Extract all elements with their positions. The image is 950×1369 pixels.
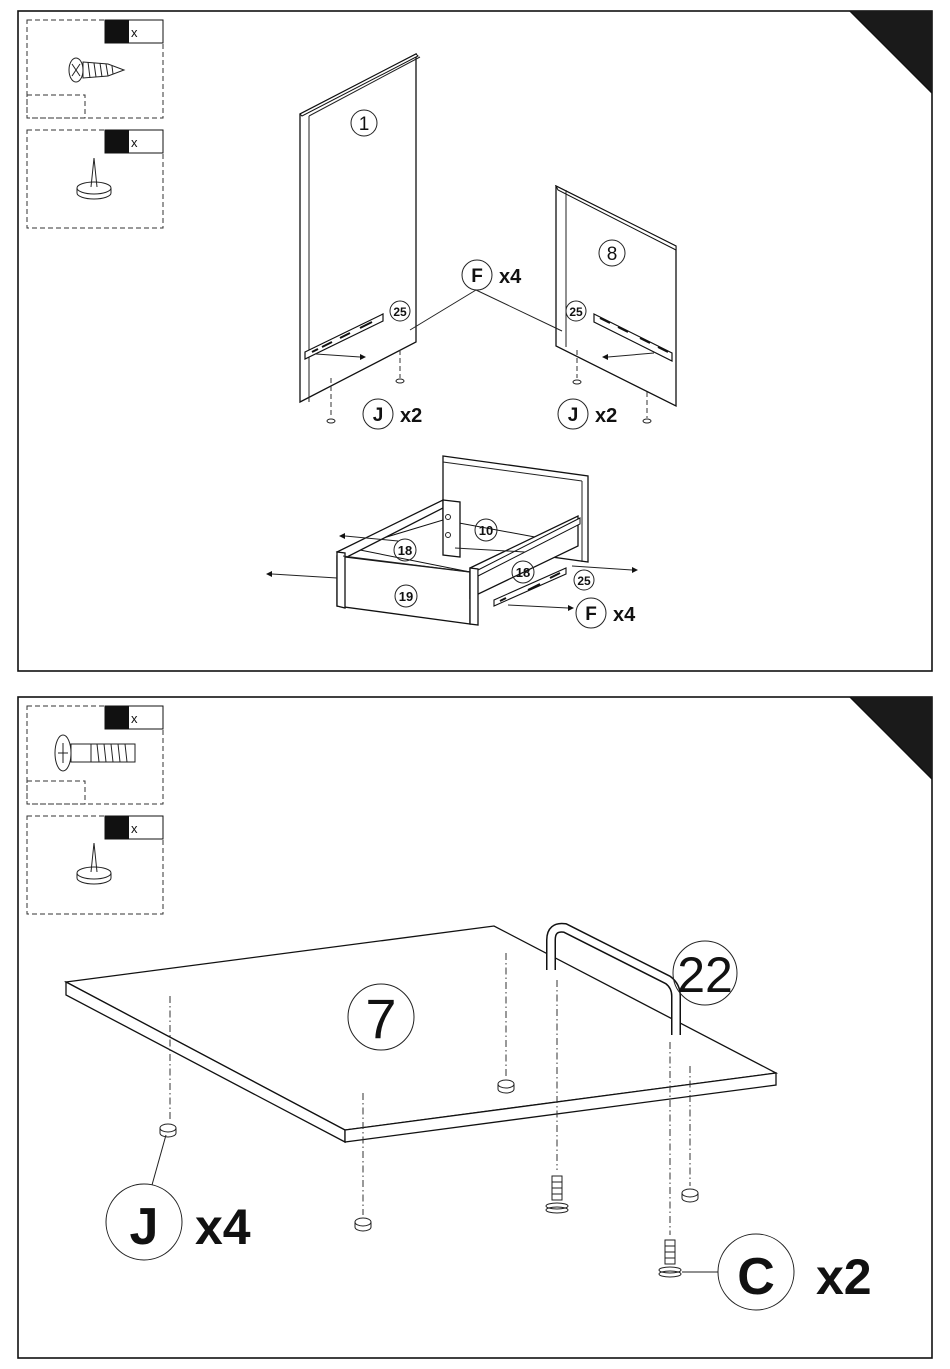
step1-parts-box-glide	[27, 130, 163, 228]
part-number-18: 18	[515, 565, 531, 580]
callout-letter: F	[585, 604, 597, 625]
parts-qty-label: x	[131, 711, 138, 726]
parts-qty-label: x	[131, 821, 138, 836]
nail-glide-icon	[77, 158, 111, 199]
callout-letter: C	[737, 1248, 775, 1306]
part-number-25: 25	[577, 574, 591, 588]
callout-qty: x4	[499, 266, 522, 288]
parts-qty-label: x	[131, 25, 138, 40]
callout-j-step2	[106, 1135, 251, 1260]
callout-qty: x2	[595, 405, 618, 427]
nail-glide-icon	[77, 843, 111, 884]
part-number-10: 10	[478, 523, 494, 538]
step2-parts-box-glide	[27, 816, 163, 914]
machine-screw-icon	[55, 735, 135, 771]
part-number-22: 22	[677, 947, 733, 1003]
part-number-8: 8	[606, 244, 618, 265]
drawer-assembly	[266, 456, 638, 625]
parts-qty-label: x	[131, 135, 138, 150]
callout-f-bottom	[576, 598, 636, 628]
part-number-25: 25	[569, 305, 583, 319]
callout-letter: J	[372, 405, 384, 426]
callout-j-right	[558, 399, 617, 429]
part-number-18: 18	[397, 543, 413, 558]
panel-1	[300, 54, 420, 402]
part-number-1: 1	[358, 114, 370, 135]
callout-c-step2	[682, 1234, 872, 1310]
callout-qty: x4	[613, 604, 636, 626]
callout-j-left	[363, 399, 422, 429]
step1-parts-box-screw	[27, 20, 163, 118]
callout-f-top	[462, 260, 522, 290]
step2-parts-box-screw	[27, 706, 163, 804]
wood-screw-icon	[69, 58, 124, 82]
part-number-7: 7	[365, 987, 397, 1050]
panel-7	[66, 926, 776, 1142]
part-number-25: 25	[393, 305, 407, 319]
callout-letter: F	[471, 266, 483, 287]
callout-qty: x4	[195, 1199, 251, 1255]
callout-letter: J	[129, 1198, 159, 1256]
callout-letter: J	[567, 405, 579, 426]
part-number-19: 19	[398, 589, 414, 604]
callout-qty: x2	[400, 405, 423, 427]
panel-8	[556, 186, 676, 406]
callout-qty: x2	[816, 1249, 872, 1305]
